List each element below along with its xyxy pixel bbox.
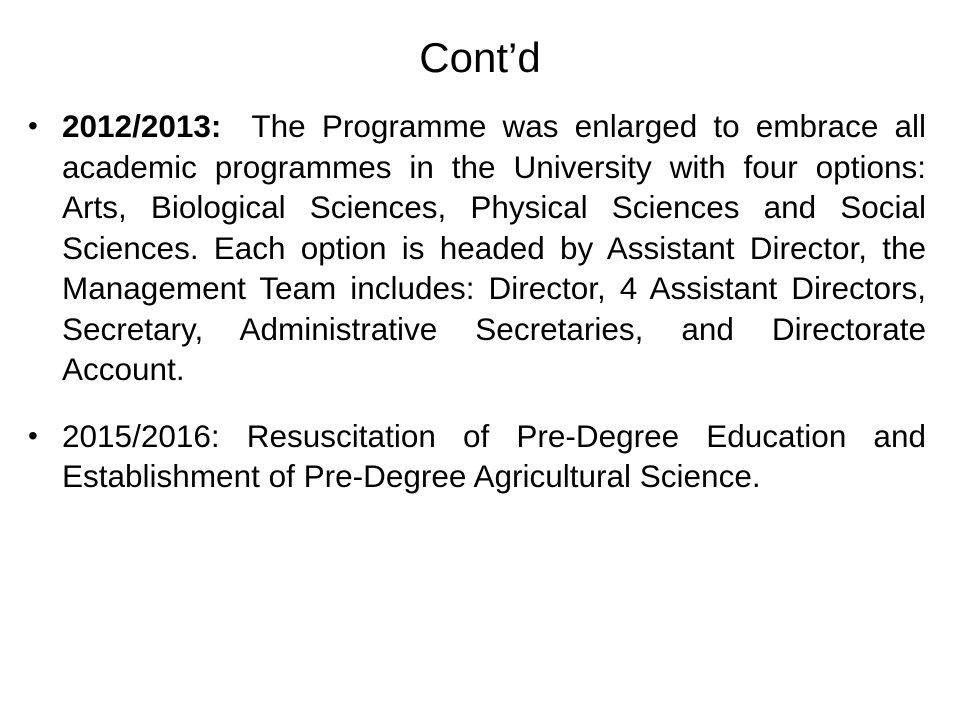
bullet-dot-icon: •: [28, 419, 38, 451]
bullet-item-2012-2013: [28, 106, 926, 390]
bullet-item-2015-2016: [28, 416, 926, 497]
bullet-lead-year: 2012/2013:: [62, 108, 222, 144]
bullet-text: Resuscitation of Pre-Degree Education and Establishment of Pre-Degree Agricultural Science.: [62, 417, 926, 494]
slide-title: Cont’d: [419, 34, 541, 81]
bullet-text: The Programme was enlarged to embrace all academic programmes in the University with four options: Arts, Biological Sciences, Physical Sciences and Social Sciences. Each option is headed by Assistant Director, the Management Team includes: Director, 4 Assistant Directors, Secretary, Administrative Secretaries, and Directorate Account.: [62, 108, 926, 387]
bullet-list: [28, 106, 926, 523]
bullet-dot-icon: •: [28, 110, 38, 141]
bullet-lead-year: 2015/2016:: [62, 417, 220, 454]
